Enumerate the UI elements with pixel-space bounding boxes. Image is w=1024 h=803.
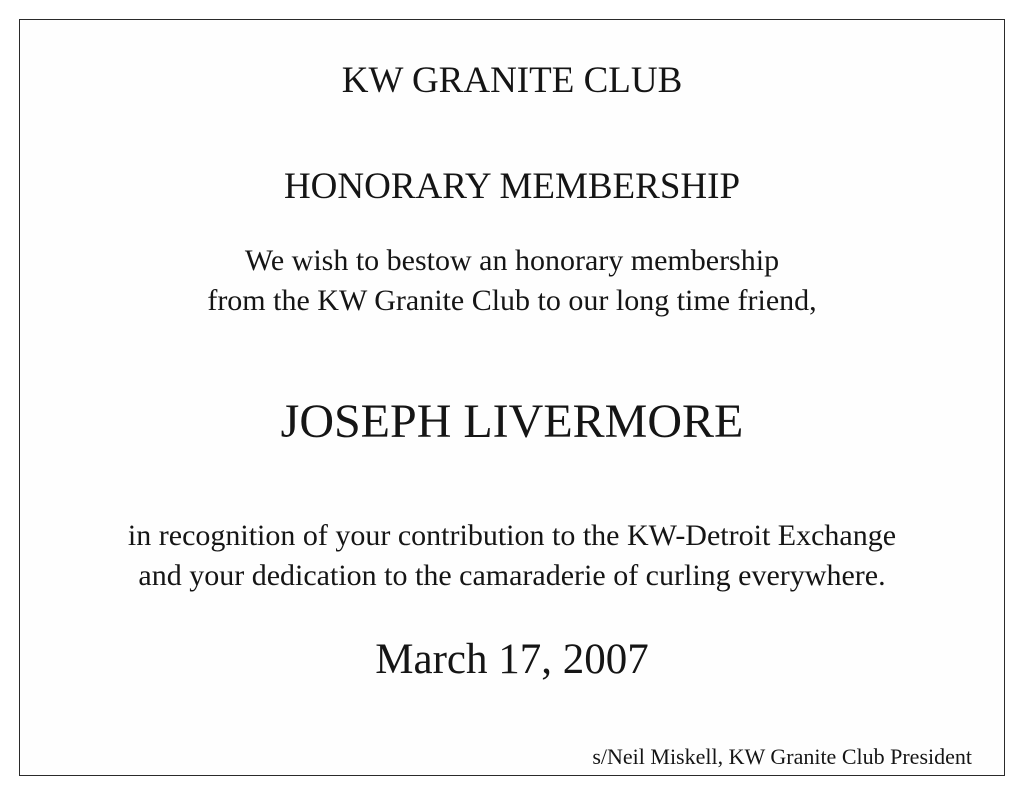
certificate-date: March 17, 2007 [375, 636, 649, 683]
honorary-membership-certificate [19, 19, 1005, 776]
intro-text-line-1: We wish to bestow an honorary membership [244, 244, 780, 277]
honoree-name: JOSEPH LIVERMORE [280, 395, 744, 448]
club-name: KW GRANITE CLUB [341, 60, 683, 101]
president-signature: s/Neil Miskell, KW Granite Club President [592, 744, 972, 769]
certificate-heading: HONORARY MEMBERSHIP [283, 166, 741, 207]
intro-text-line-2: from the KW Granite Club to our long time friend, [207, 284, 817, 317]
recognition-text-line-2: and your dedication to the camaraderie of curling everywhere. [138, 559, 886, 592]
recognition-text-line-1: in recognition of your contribution to the KW-Detroit Exchange [127, 519, 897, 552]
